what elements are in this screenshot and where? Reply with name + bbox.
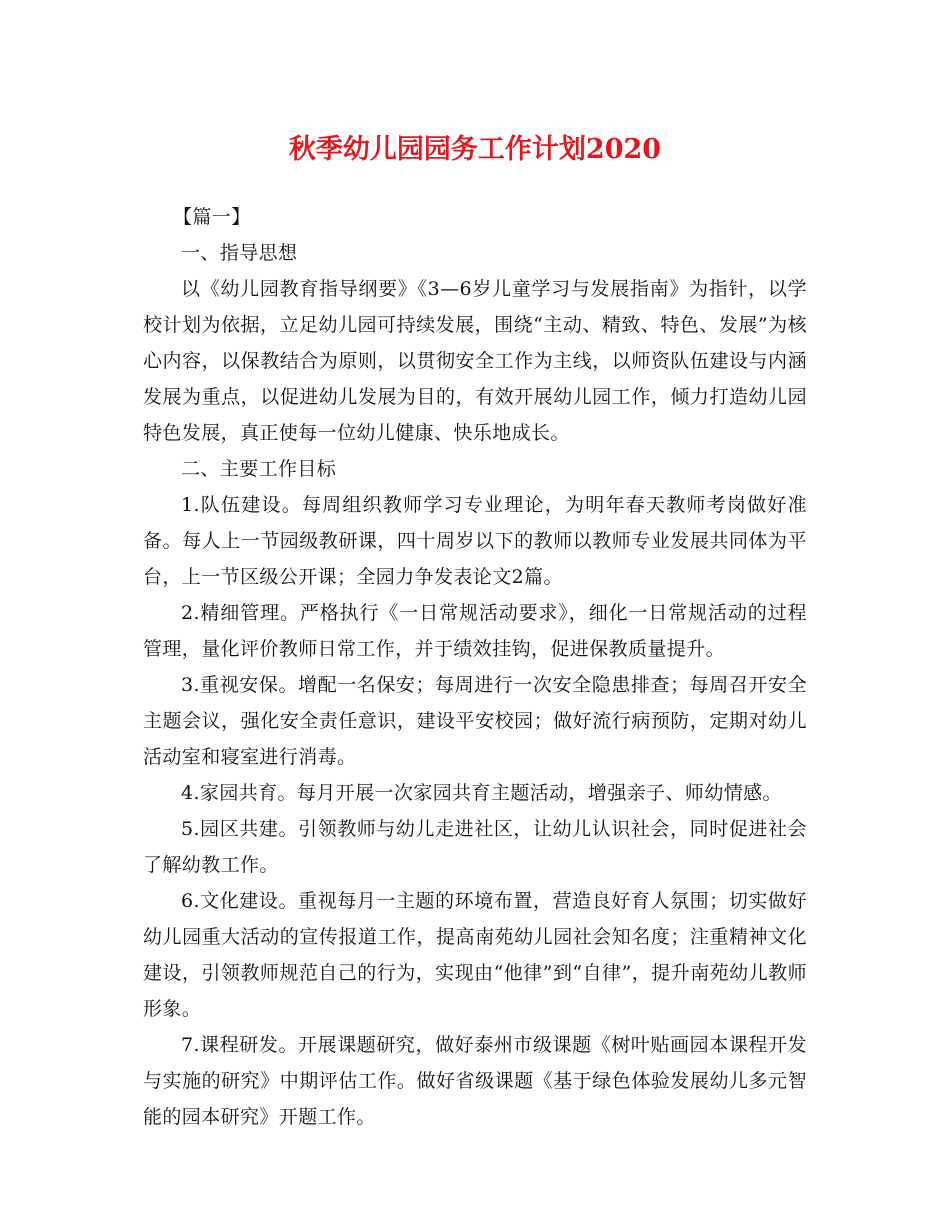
goal-item-fine-management: 2.精细管理。严格执行《一日常规活动要求》，细化一日常规活动的过程管理，量化评价教师日常工作，并于绩效挂钩，促进保教质量提升。 bbox=[143, 602, 807, 660]
document-body bbox=[143, 199, 807, 1135]
goal-item-community: 5.园区共建。引领教师与幼儿走进社区，让幼儿认识社会，同时促进社会了解幼教工作。 bbox=[143, 818, 807, 876]
goal-item-curriculum: 7.课程研发。开展课题研究，做好泰州市级课题《树叶贴画园本课程开发与实施的研究》中期评估工作。做好省级课题《基于绿色体验发展幼儿多元智能的园本研究》开题工作。 bbox=[143, 1034, 807, 1128]
heading-main-goals: 二、主要工作目标 bbox=[181, 458, 337, 480]
section-label: 【篇一】 bbox=[173, 206, 251, 228]
goal-item-home-school: 4.家园共育。每月开展一次家园共育主题活动，增强亲子、师幼情感。 bbox=[181, 782, 782, 804]
goal-item-team-building: 1.队伍建设。每周组织教师学习专业理论，为明年春天教师考岗做好准备。每人上一节园级教研课，四十周岁以下的教师以教师专业发展共同体为平台，上一节区级公开课；全园力争发表论文2篇。 bbox=[143, 494, 807, 588]
goal-item-security: 3.重视安保。增配一名保安；每周进行一次安全隐患排查；每周召开安全主题会议，强化安全责任意识，建设平安校园；做好流行病预防，定期对幼儿活动室和寝室进行消毒。 bbox=[143, 674, 807, 768]
paragraph-guiding-ideology: 以《幼儿园教育指导纲要》《3—6岁儿童学习与发展指南》为指针，以学校计划为依据，立足幼儿园可持续发展，围绕“主动、精致、特色、发展”为核心内容，以保教结合为原则，以贯彻安全工作为主线，以师资队伍建设与内涵发展为重点，以促进幼儿发展为目的，有效开展幼儿园工作，倾力打造幼儿园特色发展，真正使每一位幼儿健康、快乐地成长。 bbox=[143, 278, 807, 444]
goal-item-culture: 6.文化建设。重视每月一主题的环境布置，营造良好育人氛围；切实做好幼儿园重大活动的宣传报道工作，提高南苑幼儿园社会知名度；注重精神文化建设，引领教师规范自己的行为，实现由“他律”到“自律”，提升南苑幼儿教师形象。 bbox=[143, 890, 807, 1020]
heading-guiding-ideology: 一、指导思想 bbox=[181, 242, 298, 264]
document-title: 秋季幼儿园园务工作计划2020 bbox=[288, 134, 662, 165]
